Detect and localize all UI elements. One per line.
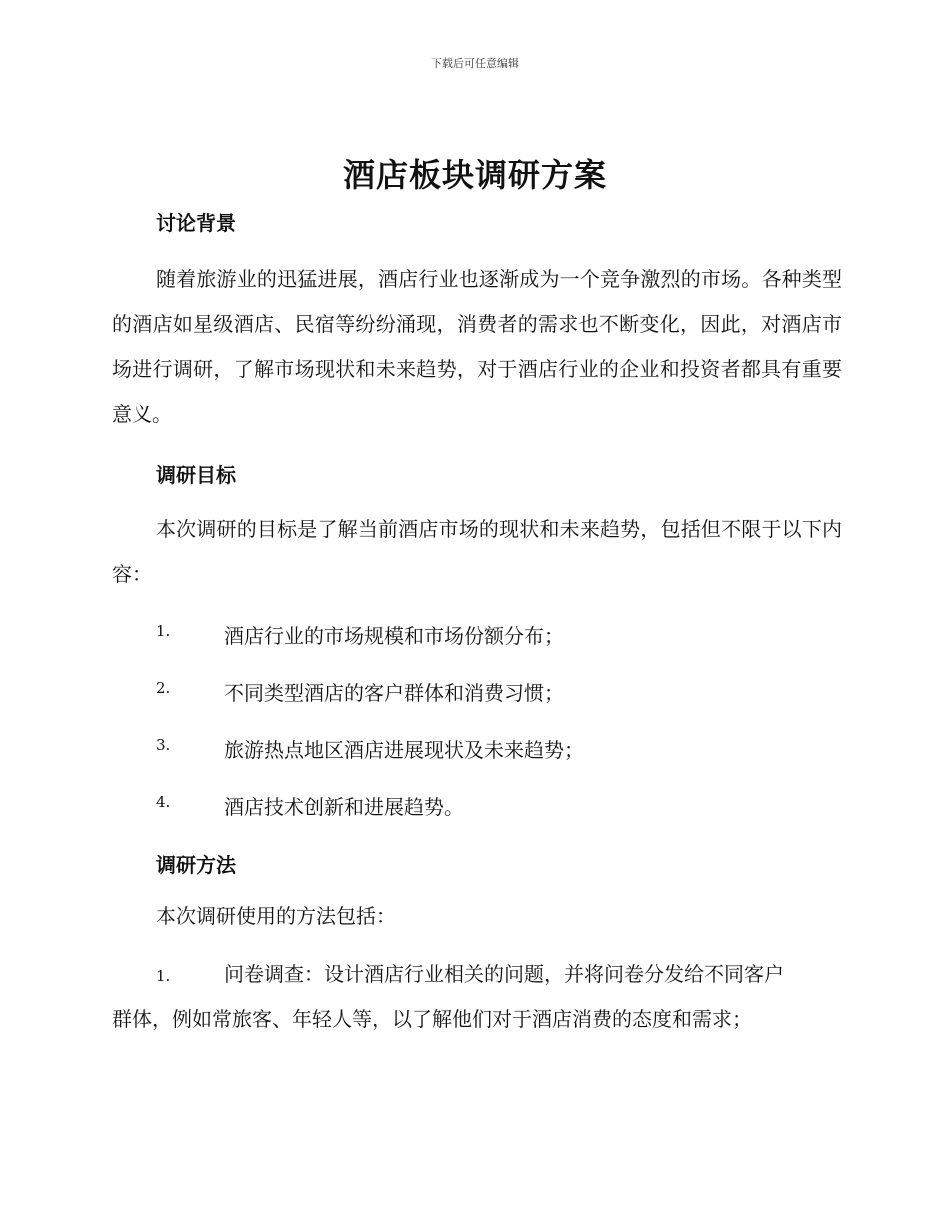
section-heading-background: 讨论背景 <box>156 211 236 235</box>
section-heading-methods: 调研方法 <box>156 853 236 877</box>
list-item-text: 问卷调查：设计酒店行业相关的问题，并将问卷分发给不同客户 <box>224 962 784 986</box>
list-item-text: 酒店行业的市场规模和市场份额分布； <box>224 624 564 648</box>
section-heading-goals: 调研目标 <box>156 463 236 487</box>
list-item-number: 4. <box>156 793 171 811</box>
list-item-number: 2. <box>156 679 171 697</box>
list-item-number: 1. <box>156 622 171 640</box>
list-item-text: 不同类型酒店的客户群体和消费习惯； <box>224 681 564 705</box>
methods-list-item <box>112 952 842 1042</box>
list-item-number: 3. <box>156 736 171 754</box>
goals-intro-paragraph: 本次调研的目标是了解当前酒店市场的现状和未来趋势，包括但不限于以下内容： <box>112 517 842 586</box>
background-paragraph: 随着旅游业的迅猛进展，酒店行业也逐渐成为一个竞争激烈的市场。各种类型的酒店如星级酒店、民宿等纷纷涌现，消费者的需求也不断变化，因此，对酒店市场进行调研，了解市场现状和未来趋势，对于酒店行业的企业和投资者都具有重要意义。 <box>112 267 842 426</box>
methods-intro-paragraph: 本次调研使用的方法包括： <box>156 904 396 928</box>
document-title: 酒店板块调研方案 <box>342 156 607 194</box>
list-item-continuation-text: 群体，例如常旅客、年轻人等，以了解他们对于酒店消费的态度和需求； <box>112 1007 752 1031</box>
method-item-first-line <box>112 952 842 997</box>
list-item-number: 1. <box>156 967 171 985</box>
page-header-note: 下载后可任意编辑 <box>431 57 519 70</box>
list-item-text: 酒店技术创新和进展趋势。 <box>224 795 464 819</box>
list-item-text: 旅游热点地区酒店进展现状及未来趋势； <box>224 738 584 762</box>
